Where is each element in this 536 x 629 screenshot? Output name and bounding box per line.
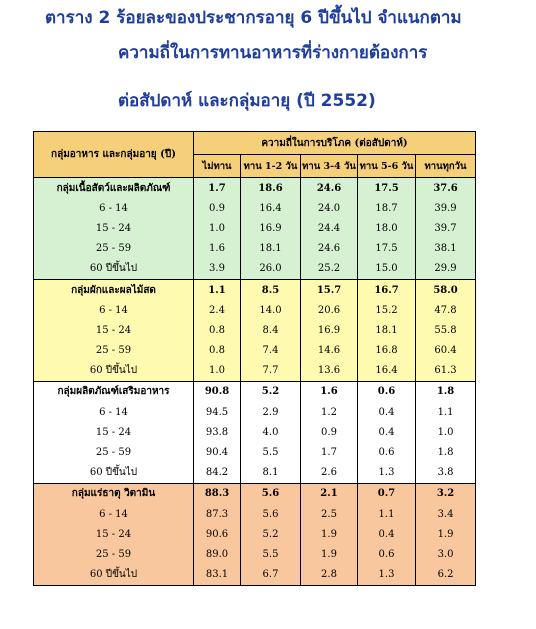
table-cell: 15.0	[358, 259, 416, 280]
age-group-label: 25 - 59	[34, 442, 194, 462]
table-cell: 24.6	[301, 178, 358, 199]
table-cell: 24.0	[301, 198, 358, 218]
table-cell: 18.6	[241, 178, 301, 199]
table-cell: 1.6	[301, 381, 358, 402]
table-cell: 90.6	[194, 524, 241, 544]
table-row	[34, 524, 476, 544]
table-cell: 8.5	[241, 279, 301, 300]
age-group-label: 6 - 14	[34, 198, 194, 218]
age-group-label: 60 ปีขึ้นไป	[34, 259, 194, 280]
table-cell: 0.8	[194, 320, 241, 340]
table-row	[34, 463, 476, 484]
group-label: กลุ่มเนื้อสัตว์และผลิตภัณฑ์	[34, 178, 194, 199]
table-cell: 16.8	[358, 341, 416, 361]
table-cell: 94.5	[194, 402, 241, 422]
row-header: กลุ่มอาหาร และกลุ่มอายุ (ปี)	[34, 132, 194, 178]
group-label: กลุ่มผักและผลไม้สด	[34, 279, 194, 300]
age-group-label: 15 - 24	[34, 320, 194, 340]
table-row-group	[34, 279, 476, 300]
age-group-label: 6 - 14	[34, 300, 194, 320]
table-cell: 89.0	[194, 544, 241, 564]
table-cell: 1.1	[358, 504, 416, 524]
table-cell: 3.2	[416, 483, 476, 504]
table-cell: 4.0	[241, 422, 301, 442]
table-cell: 61.3	[416, 361, 476, 382]
table-cell: 0.9	[194, 198, 241, 218]
table-cell: 16.9	[241, 218, 301, 238]
table-cell: 1.0	[194, 361, 241, 382]
table-cell: 1.1	[194, 279, 241, 300]
table-cell: 1.8	[416, 442, 476, 462]
table-cell: 16.9	[301, 320, 358, 340]
table-cell: 1.3	[358, 565, 416, 586]
table-row	[34, 504, 476, 524]
table-row	[34, 361, 476, 382]
table-cell: 88.3	[194, 483, 241, 504]
age-group-label: 60 ปีขึ้นไป	[34, 565, 194, 586]
age-group-label: 15 - 24	[34, 218, 194, 238]
table-cell: 16.4	[358, 361, 416, 382]
table-cell: 0.4	[358, 402, 416, 422]
table-cell: 25.2	[301, 259, 358, 280]
frequency-table	[33, 131, 476, 586]
table-cell: 5.5	[241, 544, 301, 564]
age-group-label: 6 - 14	[34, 402, 194, 422]
age-group-label: 15 - 24	[34, 422, 194, 442]
table-cell: 17.5	[358, 178, 416, 199]
table-cell: 1.1	[416, 402, 476, 422]
table-cell: 2.9	[241, 402, 301, 422]
table-cell: 7.7	[241, 361, 301, 382]
table-cell: 1.0	[416, 422, 476, 442]
age-group-label: 25 - 59	[34, 341, 194, 361]
table-cell: 20.6	[301, 300, 358, 320]
age-group-label: 25 - 59	[34, 239, 194, 259]
table-row	[34, 300, 476, 320]
table-cell: 90.4	[194, 442, 241, 462]
column-header: ทาน 3-4 วัน	[301, 155, 358, 178]
table-cell: 6.7	[241, 565, 301, 586]
table-cell: 39.9	[416, 198, 476, 218]
table-cell: 0.8	[194, 341, 241, 361]
table-row	[34, 422, 476, 442]
table-cell: 16.4	[241, 198, 301, 218]
table-cell: 1.7	[194, 178, 241, 199]
table-cell: 39.7	[416, 218, 476, 238]
table-cell: 18.0	[358, 218, 416, 238]
group-label: กลุ่มผลิตภัณฑ์เสริมอาหาร	[34, 381, 194, 402]
table-cell: 18.7	[358, 198, 416, 218]
table-cell: 15.7	[301, 279, 358, 300]
table-cell: 13.6	[301, 361, 358, 382]
table-row-group	[34, 178, 476, 199]
table-cell: 1.9	[416, 524, 476, 544]
table-cell: 2.5	[301, 504, 358, 524]
table-cell: 84.2	[194, 463, 241, 484]
table-cell: 3.8	[416, 463, 476, 484]
table-cell: 17.5	[358, 239, 416, 259]
table-cell: 5.6	[241, 504, 301, 524]
table-cell: 1.9	[301, 544, 358, 564]
table-cell: 0.9	[301, 422, 358, 442]
table-cell: 5.2	[241, 381, 301, 402]
table-cell: 8.4	[241, 320, 301, 340]
group-header: ความถี่ในการบริโภค (ต่อสัปดาห์)	[194, 132, 476, 155]
table-cell: 0.6	[358, 442, 416, 462]
table-cell: 6.2	[416, 565, 476, 586]
table-cell: 37.6	[416, 178, 476, 199]
table-cell: 1.8	[416, 381, 476, 402]
table-cell: 1.6	[194, 239, 241, 259]
title-line-3: ต่อสัปดาห์ และกลุ่มอายุ (ปี 2552)	[118, 91, 376, 111]
table-cell: 93.8	[194, 422, 241, 442]
table-cell: 5.6	[241, 483, 301, 504]
age-group-label: 60 ปีขึ้นไป	[34, 463, 194, 484]
table-cell: 0.4	[358, 524, 416, 544]
table-body	[34, 178, 476, 586]
table-cell: 2.1	[301, 483, 358, 504]
table-cell: 55.8	[416, 320, 476, 340]
age-group-label: 15 - 24	[34, 524, 194, 544]
table-row	[34, 259, 476, 280]
table-cell: 5.5	[241, 442, 301, 462]
table-row	[34, 565, 476, 586]
table-row	[34, 198, 476, 218]
table-row	[34, 544, 476, 564]
age-group-label: 60 ปีขึ้นไป	[34, 361, 194, 382]
table-cell: 90.8	[194, 381, 241, 402]
table-cell: 2.6	[301, 463, 358, 484]
table-cell: 24.6	[301, 239, 358, 259]
column-header: ไม่ทาน	[194, 155, 241, 178]
table-cell: 3.4	[416, 504, 476, 524]
table-cell: 5.2	[241, 524, 301, 544]
table-cell: 47.8	[416, 300, 476, 320]
table-row-group	[34, 381, 476, 402]
table-cell: 1.9	[301, 524, 358, 544]
table-cell: 1.0	[194, 218, 241, 238]
table-row-group	[34, 483, 476, 504]
table-cell: 83.1	[194, 565, 241, 586]
table-cell: 18.1	[241, 239, 301, 259]
table-cell: 2.4	[194, 300, 241, 320]
table-cell: 3.0	[416, 544, 476, 564]
table-row	[34, 341, 476, 361]
title-line-2: ความถี่ในการทานอาหารที่ร่างกายต้องการ	[118, 43, 428, 63]
table-cell: 0.7	[358, 483, 416, 504]
table-cell: 14.6	[301, 341, 358, 361]
table-cell: 3.9	[194, 259, 241, 280]
table-cell: 2.8	[301, 565, 358, 586]
group-label: กลุ่มแร่ธาตุ วิตามิน	[34, 483, 194, 504]
table-row	[34, 239, 476, 259]
table-cell: 38.1	[416, 239, 476, 259]
table-cell: 18.1	[358, 320, 416, 340]
age-group-label: 6 - 14	[34, 504, 194, 524]
table-cell: 0.4	[358, 422, 416, 442]
table-cell: 7.4	[241, 341, 301, 361]
age-group-label: 25 - 59	[34, 544, 194, 564]
table-cell: 1.2	[301, 402, 358, 422]
column-header: ทาน 1-2 วัน	[241, 155, 301, 178]
table-cell: 0.6	[358, 544, 416, 564]
table-cell: 60.4	[416, 341, 476, 361]
column-header: ทาน 5-6 วัน	[358, 155, 416, 178]
table-row	[34, 402, 476, 422]
table-cell: 0.6	[358, 381, 416, 402]
table-row	[34, 218, 476, 238]
table-cell: 24.4	[301, 218, 358, 238]
table-cell: 8.1	[241, 463, 301, 484]
table-cell: 29.9	[416, 259, 476, 280]
table-cell: 1.7	[301, 442, 358, 462]
table-row	[34, 442, 476, 462]
title-line-1: ตาราง 2 ร้อยละของประชากรอายุ 6 ปีขึ้นไป จำแนกตาม	[45, 8, 462, 28]
table-cell: 15.2	[358, 300, 416, 320]
table-row	[34, 320, 476, 340]
table-cell: 14.0	[241, 300, 301, 320]
table-cell: 58.0	[416, 279, 476, 300]
table-cell: 87.3	[194, 504, 241, 524]
column-header: ทานทุกวัน	[416, 155, 476, 178]
table-cell: 1.3	[358, 463, 416, 484]
table-cell: 16.7	[358, 279, 416, 300]
table-cell: 26.0	[241, 259, 301, 280]
